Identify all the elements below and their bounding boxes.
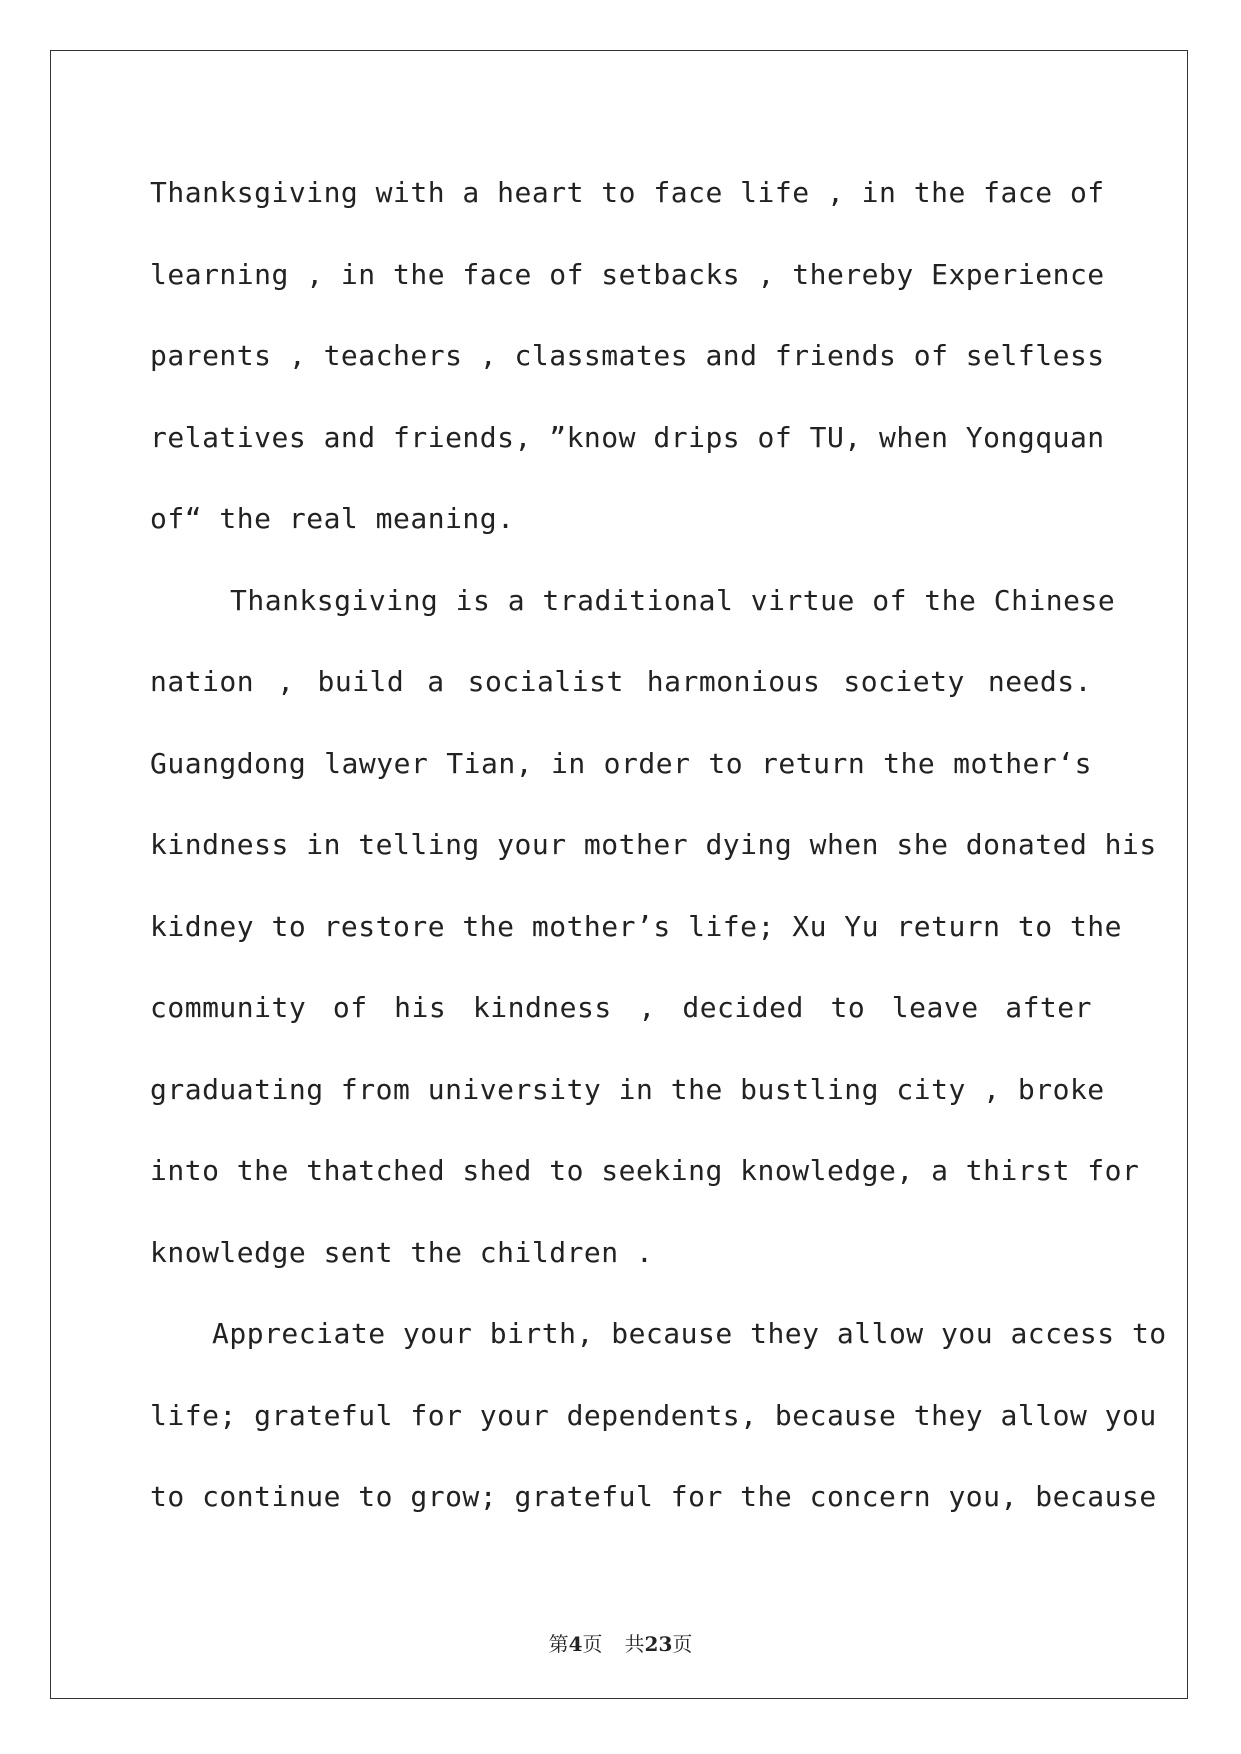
text-line: learning , in the face of setbacks , thereby Experience bbox=[150, 257, 1105, 291]
total-pages-number: 23 bbox=[644, 1632, 673, 1656]
page-footer bbox=[0, 1628, 1241, 1657]
text-line: graduating from university in the bustling city , broke bbox=[150, 1072, 1105, 1106]
text-line: Thanksgiving with a heart to face life , in the face of bbox=[150, 176, 1105, 209]
text-line: life; grateful for your dependents, because they allow you bbox=[150, 1398, 1157, 1432]
footer-prefix: 第 bbox=[548, 1632, 569, 1656]
text-line: parents , teachers , classmates and friends of selfless bbox=[150, 339, 1105, 372]
text-line: Guangdong lawyer Tian, in order to return the mother‘s bbox=[150, 746, 1092, 780]
text-line: into the thatched shed to seeking knowledge, a thirst for bbox=[150, 1154, 1140, 1187]
text-line: knowledge sent the children . bbox=[150, 1235, 654, 1269]
current-page-number: 4 bbox=[568, 1632, 583, 1656]
footer-total-prefix: 共 bbox=[624, 1632, 645, 1656]
text-line: kindness in telling your mother dying when she donated his bbox=[150, 828, 1157, 861]
text-line: nation , build a socialist harmonious society needs. bbox=[150, 665, 1092, 698]
text-line: relatives and friends, ”know drips of TU, when Yongquan bbox=[150, 420, 1105, 454]
document-body bbox=[150, 152, 1167, 1538]
text-line: Thanksgiving is a traditional virtue of the Chinese bbox=[230, 583, 1116, 617]
text-line: community of his kindness , decided to leave after bbox=[150, 991, 1092, 1024]
text-line: Appreciate your birth, because they allow you access to bbox=[212, 1317, 1167, 1350]
text-line: kidney to restore the mother’s life; Xu Yu return to the bbox=[150, 909, 1123, 943]
text-line: of“ the real meaning. bbox=[150, 502, 515, 535]
footer-total-suffix: 页 bbox=[672, 1632, 693, 1656]
footer-page-suffix: 页 bbox=[582, 1632, 603, 1656]
text-line: to continue to grow; grateful for the concern you, because bbox=[150, 1480, 1157, 1513]
